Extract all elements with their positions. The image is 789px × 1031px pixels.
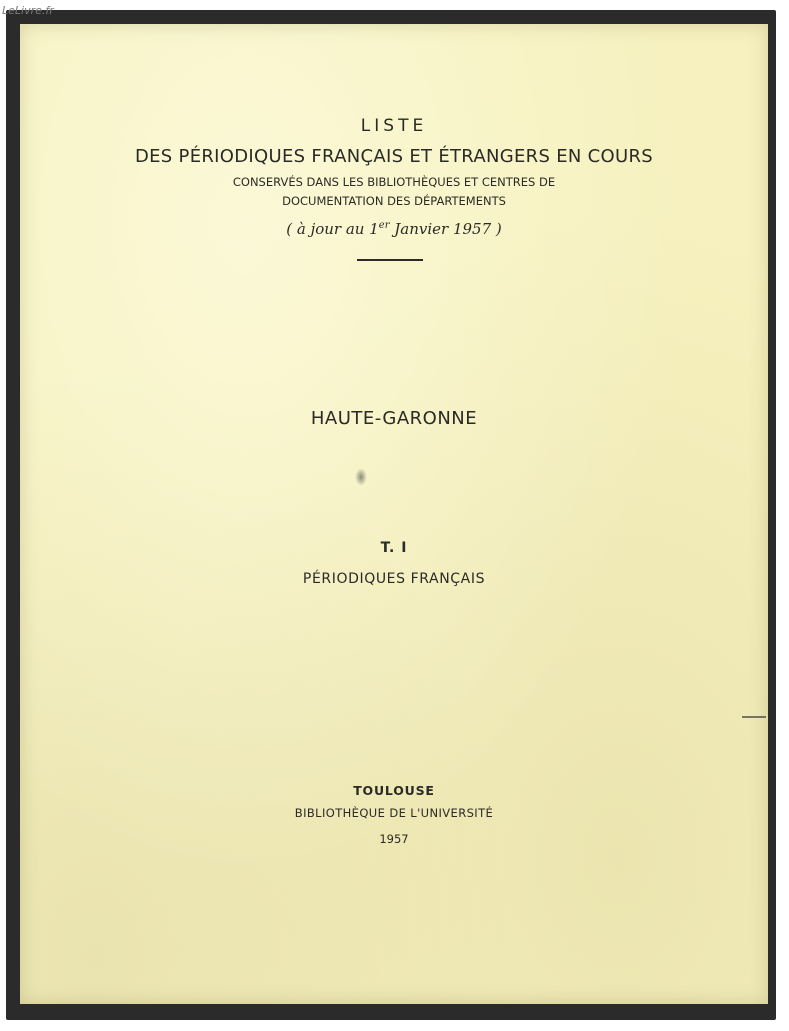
site-watermark: LeLivre.fr (2, 4, 54, 17)
date-superscript: er (378, 220, 390, 231)
publisher-name: BIBLIOTHÈQUE DE L'UNIVERSITÉ (294, 806, 494, 820)
cover-date (20, 220, 768, 238)
tome-number: T. I (380, 540, 408, 556)
margin-mark (742, 716, 766, 718)
cover-subtitle-line1: CONSERVÉS DANS LES BIBLIOTHÈQUES ET CENTRES DE (232, 175, 556, 189)
date-prefix: ( à jour au 1 (286, 220, 379, 238)
department-name: HAUTE-GARONNE (310, 408, 478, 429)
title-divider (357, 259, 423, 261)
cover-heading-liste: LISTE (360, 116, 428, 136)
date-suffix: Janvier 1957 ) (389, 220, 502, 238)
paper-stain (355, 468, 367, 486)
volume-title: PÉRIODIQUES FRANÇAIS (302, 571, 486, 587)
cover-subtitle-line2: DOCUMENTATION DES DÉPARTEMENTS (282, 194, 506, 208)
cover-page (20, 24, 768, 1004)
cover-title: DES PÉRIODIQUES FRANÇAIS ET ÉTRANGERS EN COURS (134, 146, 654, 167)
publisher-city: TOULOUSE (353, 783, 435, 798)
publication-year: 1957 (379, 832, 409, 846)
